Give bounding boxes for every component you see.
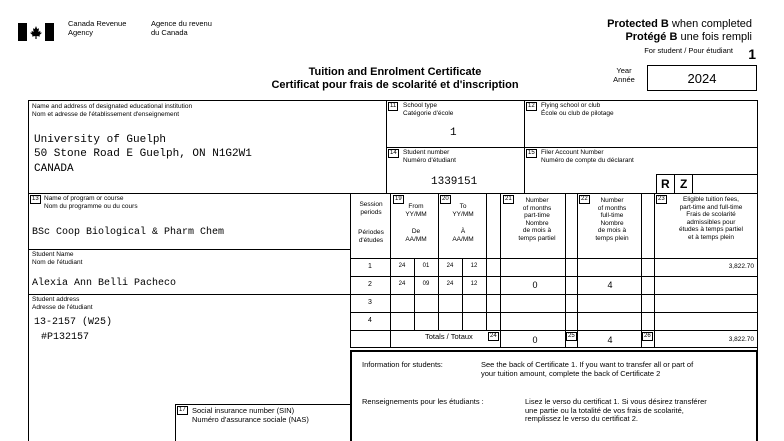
filer-r-letter: R (661, 177, 670, 191)
year-label: Year Année (613, 66, 635, 84)
student-address-line1: 13-2157 (W25) (34, 317, 113, 328)
agency-name-en: Canada Revenue Agency (68, 19, 127, 37)
filer-z-letter: Z (680, 177, 688, 191)
institution-address: 50 Stone Road E Guelph, ON N1G2W1 (34, 148, 252, 160)
box-15-number: 15 (528, 150, 535, 156)
student-name-value: Alexia Ann Belli Pacheco (32, 278, 177, 289)
box-12-number: 12 (528, 103, 535, 109)
info-en-text: See the back of Certificate 1. If you want to transfer all or part of your tuition amount, complete the back of Certificate 2 (481, 360, 694, 378)
student-number-label: Student number Numéro d'étudiant (403, 149, 456, 164)
box-26-number: 26 (644, 333, 651, 339)
institution-label: Name and address of designated educational institution Nom et adresse de l'établissement d'enseignement (32, 103, 193, 118)
box-24-number: 24 (490, 333, 497, 339)
year-value: 2024 (687, 71, 717, 86)
student-address-label: Student address Adresse de l'étudiant (32, 296, 93, 311)
box-14-number: 14 (390, 150, 397, 156)
for-student-label: For student / Pour étudiant (644, 46, 733, 55)
to-header: To YY/MM À AA/MM (452, 203, 474, 243)
box-11-number: 11 (390, 103, 397, 109)
from-header: From YY/MM De AA/MM (405, 203, 427, 243)
box-17-number: 17 (179, 407, 186, 413)
canada-flag-logo (18, 23, 54, 41)
fees-header: Eligible tuition fees, part-time and full-time Frais de scolarité admissibles pour études à temps partiel et à temps plein (679, 196, 743, 241)
institution-name: University of Guelph (34, 134, 167, 146)
sin-label: Social insurance number (SIN) Numéro d'assurance sociale (NAS) (192, 406, 309, 424)
session-periods-header: Session periods Périodes d'études (358, 201, 384, 244)
student-name-label: Student Name Nom de l'étudiant (32, 251, 83, 266)
totals-label: Totals / Totaux (425, 332, 473, 341)
protected-notice: Protected B when completed Protégé B une fois rempli (607, 18, 752, 43)
total-fulltime: 4 (607, 335, 613, 345)
student-address-line2: #P132157 (41, 332, 90, 343)
box-21-number: 21 (505, 196, 512, 202)
copy-number: 1 (748, 46, 756, 62)
info-en-label: Information for students: (362, 360, 443, 369)
parttime-header: Number of months part-time Nombre de mois à temps partiel (518, 197, 556, 242)
school-type-label: School type Catégorie d'école (403, 102, 454, 117)
school-type-value: 1 (450, 127, 457, 139)
total-parttime: 0 (532, 335, 538, 345)
box-25-number: 25 (568, 333, 575, 339)
box-23-number: 23 (658, 196, 665, 202)
year-field[interactable] (647, 65, 757, 91)
filer-account-label: Filer Account Number Numéro de compte du déclarant (541, 149, 634, 164)
box-20-number: 20 (442, 196, 449, 202)
program-label: Name of program or course Nom du programme ou du cours (44, 195, 138, 210)
institution-country: CANADA (34, 163, 74, 175)
box-13-number: 13 (32, 196, 39, 202)
info-fr-text: Lisez le verso du certificat 1. Si vous désirez transférer une partie ou la totalité de vos frais de scolarité, remplissez le verso du certificat 2. (525, 397, 707, 423)
fulltime-header: Number of months full-time Nombre de mois à temps plein (595, 197, 629, 242)
box-22-number: 22 (581, 196, 588, 202)
student-number-value: 1339151 (431, 176, 478, 188)
flying-school-label: Flying school or club École ou club de pilotage (541, 102, 614, 117)
box-19-number: 19 (395, 196, 402, 202)
program-value: BSc Coop Biological & Pharm Chem (32, 227, 225, 238)
agency-name-fr: Agence du revenu du Canada (151, 19, 212, 37)
info-fr-label: Renseignements pour les étudiants : (362, 397, 484, 406)
total-fees: 3,822.70 (728, 336, 754, 343)
form-title: Tuition and Enrolment Certificate Certificat pour frais de scolarité et d'inscription (271, 66, 519, 91)
